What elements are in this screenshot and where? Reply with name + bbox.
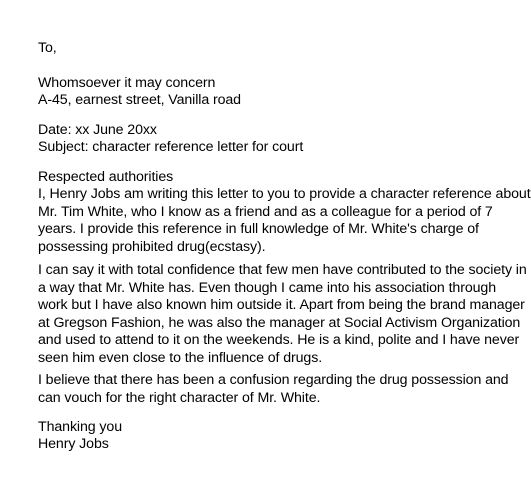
recipient-line-2: A-45, earnest street, Vanilla road [38, 92, 241, 108]
letter-date: Date: xx June 20xx [38, 122, 157, 138]
recipient-line-1: Whomsoever it may concern [38, 75, 216, 91]
paragraph-1-line: I, Henry Jobs am writing this letter to you to provide a character reference about [38, 186, 531, 202]
paragraph-1-line: possessing prohibited drug(ecstasy). [38, 238, 266, 255]
paragraph-2 [38, 262, 527, 367]
paragraph-2-line: I can say it with total confidence that few men have contributed to the society in [38, 262, 527, 278]
greeting: Respected authorities [38, 169, 174, 185]
salutation-to: To, [38, 40, 57, 56]
closing: Thanking you [38, 419, 122, 435]
letter-subject: Subject: character reference letter for court [38, 139, 304, 155]
paragraph-2-line: a way that Mr. White has. Even though I came into his association through [38, 279, 496, 296]
paragraph-2-line: work but I have also known him outside it. Apart from being the brand manager [38, 297, 525, 313]
paragraph-3-line: I believe that there has been a confusion regarding the drug possession and [38, 372, 509, 388]
paragraph-2-line: and used to attend to it on the weekends. He is a kind, polite and I have never [38, 332, 520, 348]
paragraph-2-line: seen him even close to the influence of drugs. [38, 349, 323, 366]
paragraph-1 [38, 186, 531, 256]
signature-name: Henry Jobs [38, 436, 109, 452]
paragraph-2-line: at Gregson Fashion, he was also the manager at Social Activism Organization [38, 314, 521, 331]
paragraph-1-line: years. I provide this reference in full knowledge of Mr. White's charge of [38, 221, 479, 237]
paragraph-3-line: can vouch for the right character of Mr. White. [38, 389, 321, 406]
paragraph-1-line: Mr. Tim White, who I know as a friend and as a colleague for a period of 7 [38, 203, 493, 220]
paragraph-3 [38, 372, 509, 407]
